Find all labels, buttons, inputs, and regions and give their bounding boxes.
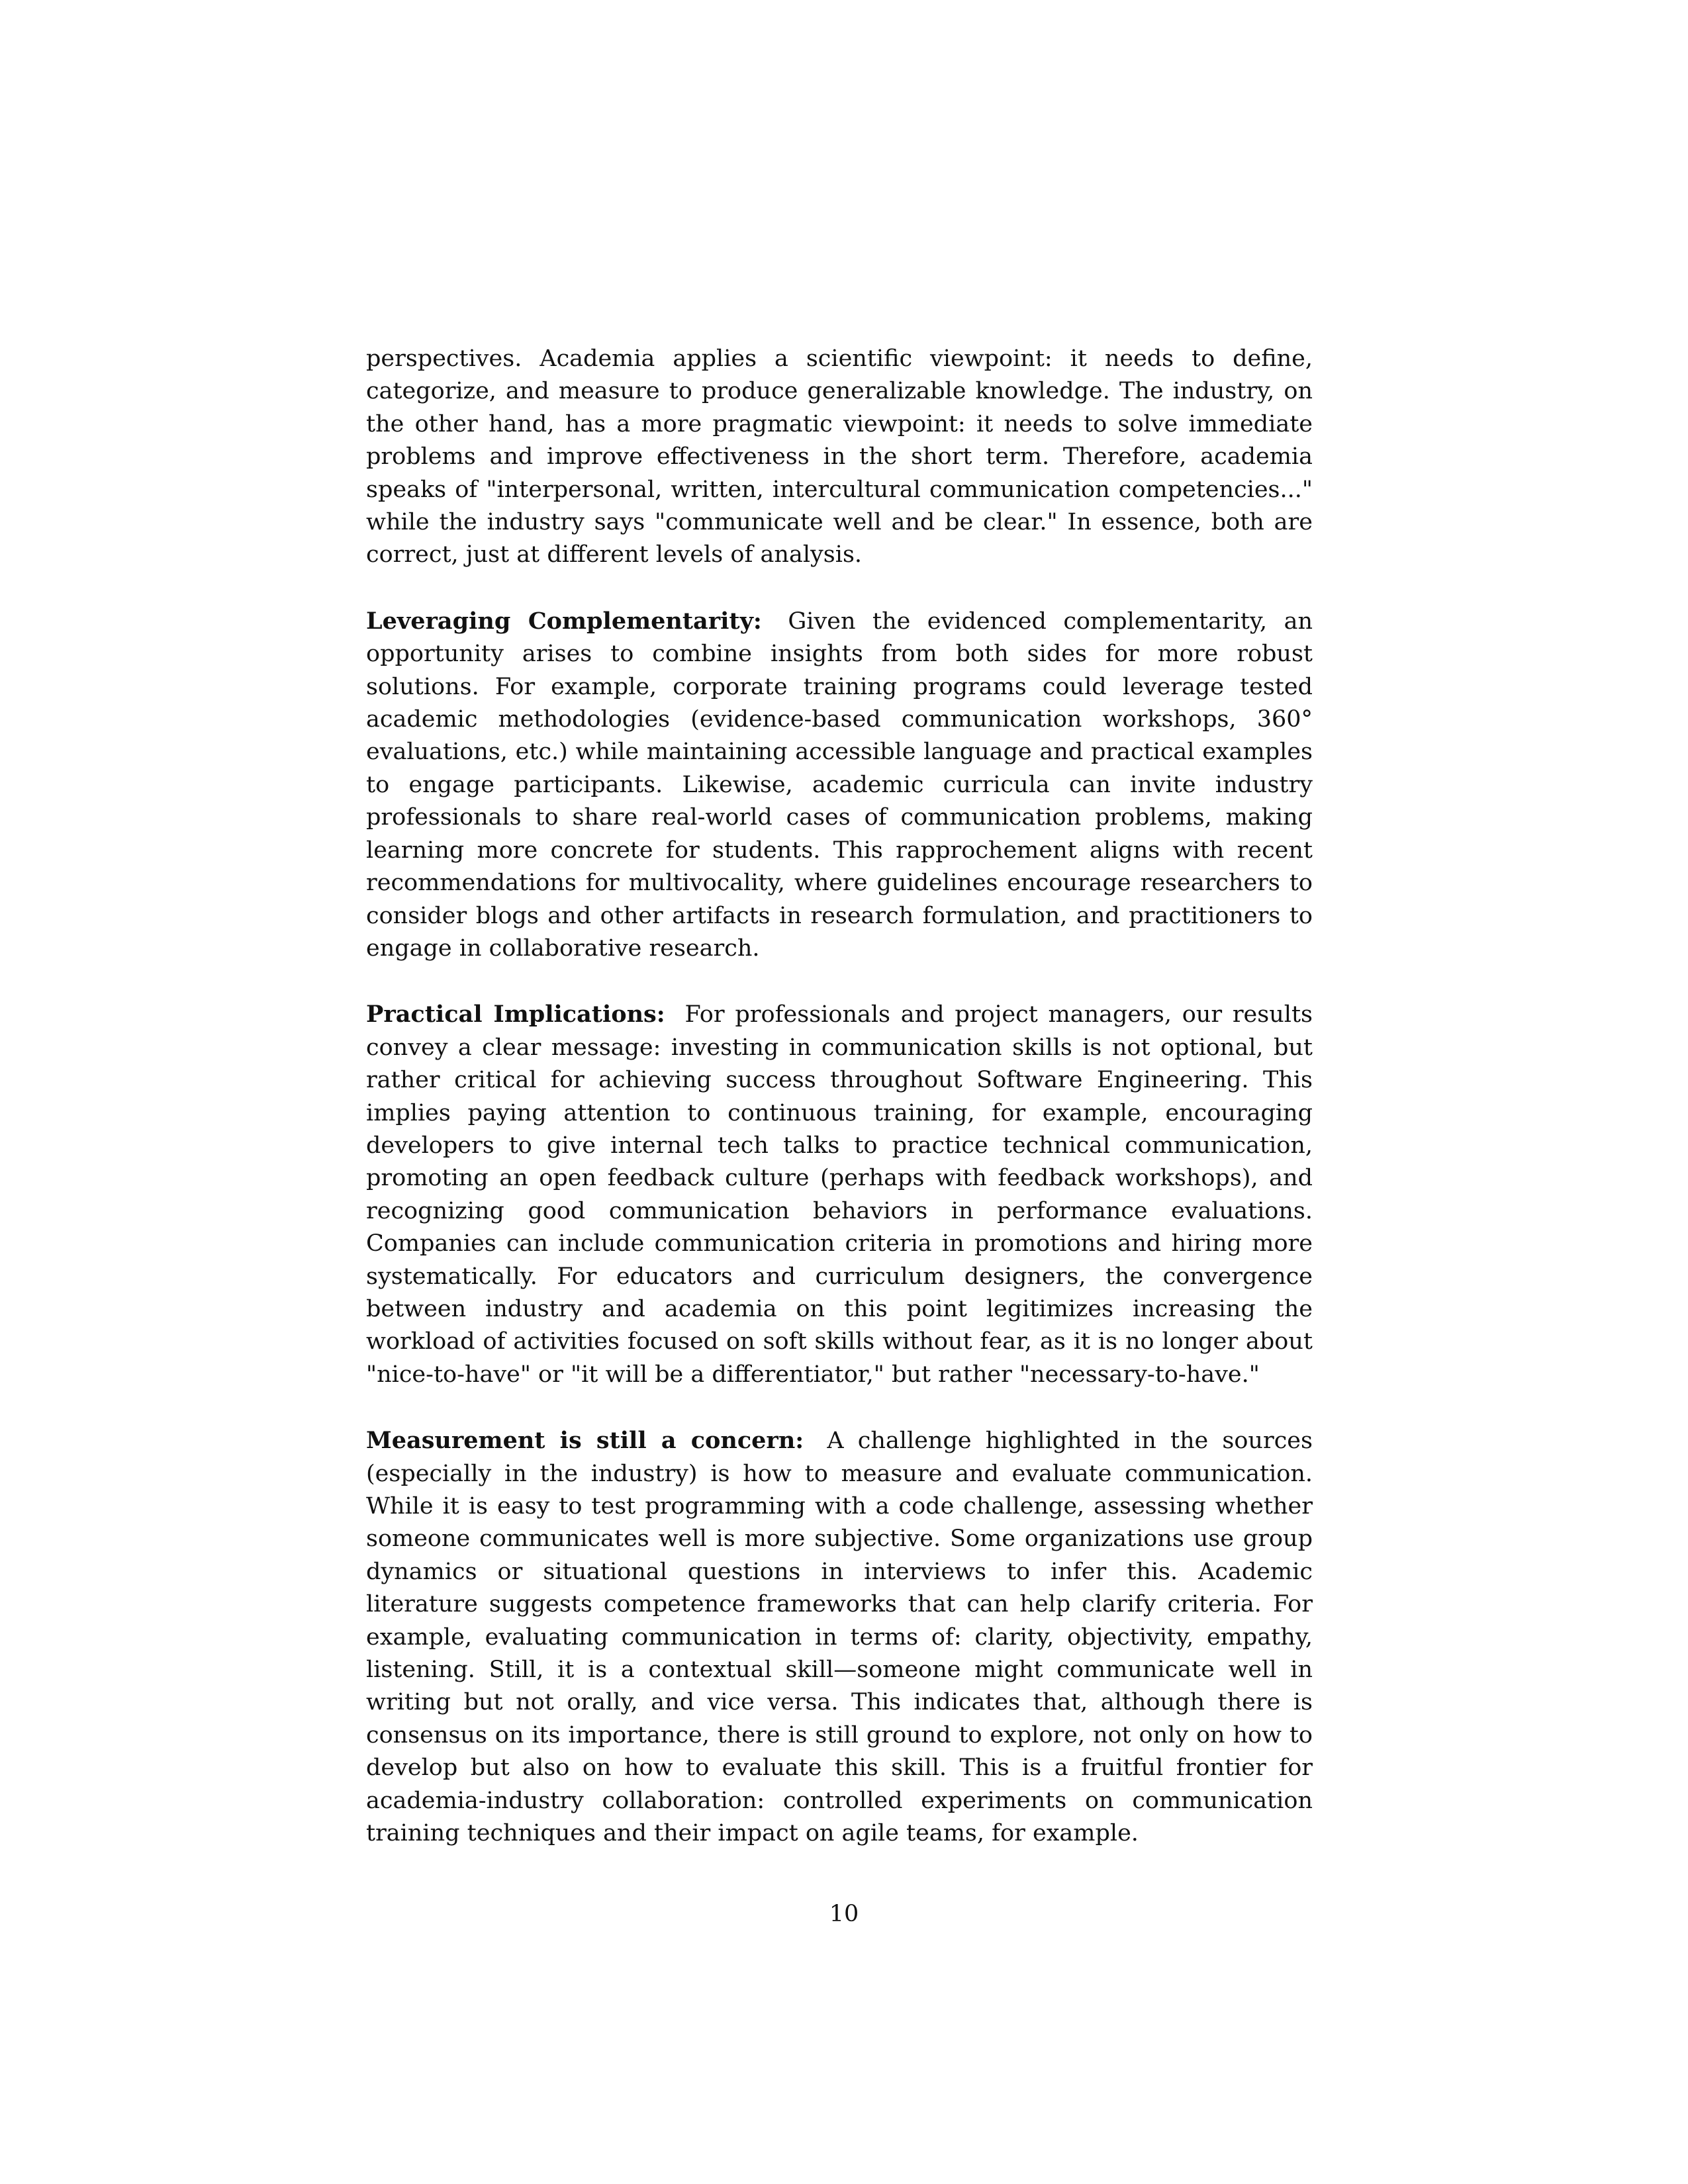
paragraph-heading: Leveraging Complementarity: [366, 607, 762, 635]
paragraph-leveraging-complementarity [366, 605, 1313, 965]
paragraph-body: Given the evidenced complementarity, an opportunity arises to combine insights from both sides for more robust solutions. For example, corporate training programs could leverage tested academic methodologies (evidence-based communication workshops, 360° evaluations, etc.) while maintaining accessible language and practical examples to engage participants. Likewise, academic curricula can invite industry professionals to share real-world cases of communication problems, making learning more concrete for students. This rapprochement aligns with recent recommendations for multivocality, where guidelines encourage researchers to consider blogs and other artifacts in research formulation, and practitioners to engage in collaborative research. [366, 608, 1313, 962]
paragraph-body: A challenge highlighted in the sources (especially in the industry) is how to measure and evaluate communication. While it is easy to test programming with a code challenge, assessing whether someone communicates well is more subjective. Some organizations use group dynamics or situational questions in interviews to infer this. Academic literature suggests competence frameworks that can help clarify criteria. For example, evaluating communication in terms of: clarity, objectivity, empathy, listening. Still, it is a contextual skill—someone might communicate well in writing but not orally, and vice versa. This indicates that, although there is consensus on its importance, there is still ground to explore, not only on how to develop but also on how to evaluate this skill. This is a fruitful frontier for academia-industry collaboration: controlled experiments on communication training techniques and their impact on agile teams, for example. [366, 1428, 1313, 1847]
paragraph-practical-implications [366, 998, 1313, 1391]
paragraph-perspectives [366, 343, 1313, 572]
main-text [366, 343, 1313, 1883]
paragraph-body: For professionals and project managers, our results convey a clear message: investing in communication skills is not optional, but rather critical for achieving success throughout Software Engineering. This implies paying attention to continuous training, for example, encouraging developers to give internal tech talks to practice technical communication, promoting an open feedback culture (perhaps with feedback workshops), and recognizing good communication behaviors in performance evaluations. Companies can include communication criteria in promotions and hiring more systematically. For educators and curriculum designers, the convergence between industry and academia on this point legitimizes increasing the workload of activities focused on soft skills without fear, as it is no longer about "nice-to-have" or "it will be a differentiator," but rather "necessary-to-have." [366, 1001, 1313, 1388]
page-number: 10 [829, 1901, 859, 1927]
paragraph-body: perspectives. Academia applies a scientific viewpoint: it needs to define, categorize, and measure to produce generalizable knowledge. The industry, on the other hand, has a more pragmatic viewpoint: it needs to solve immediate problems and improve effectiveness in the short term. Therefore, academia speaks of "interpersonal, written, intercultural communication competencies..." while the industry says "communicate well and be clear." In essence, both are correct, just at different levels of analysis. [366, 345, 1313, 569]
paragraph-heading: Measurement is still a concern: [366, 1427, 804, 1455]
paragraph-heading: Practical Implications: [366, 1001, 665, 1028]
paragraph-measurement [366, 1424, 1313, 1850]
